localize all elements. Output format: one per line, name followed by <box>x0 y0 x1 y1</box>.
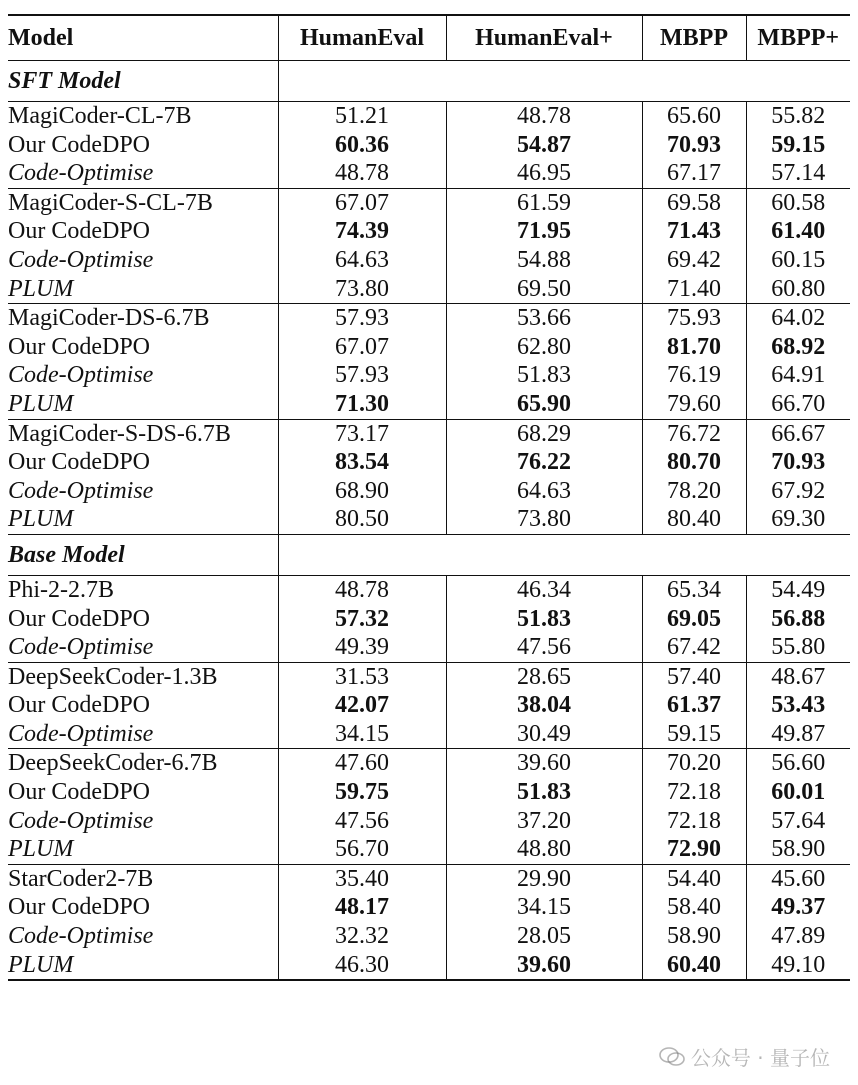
score-cell: 47.89 <box>771 923 826 950</box>
score-cell: 60.01 <box>771 779 826 806</box>
model-name-cell: DeepSeekCoder-6.7B <box>8 749 278 778</box>
score-cell: 56.88 <box>771 605 826 632</box>
score-cell: 58.90 <box>642 922 746 951</box>
score-cell: 64.02 <box>771 305 826 332</box>
col-header-humaneval: HumanEval <box>278 15 446 61</box>
model-name-cell: DeepSeekCoder-1.3B <box>8 662 278 691</box>
score-cell: 70.93 <box>642 131 746 160</box>
score-cell: 76.22 <box>446 448 642 477</box>
table-row <box>8 246 850 275</box>
score-cell: 48.67 <box>771 663 826 690</box>
model-name-cell: Our CodeDPO <box>8 448 278 477</box>
score-cell: 48.17 <box>278 893 446 922</box>
score-cell: 54.40 <box>642 864 746 893</box>
watermark <box>659 1042 830 1071</box>
model-name-cell: Code-Optimise <box>8 361 278 390</box>
score-cell: 80.40 <box>642 505 746 534</box>
score-cell: 57.93 <box>278 361 446 390</box>
score-cell: 57.93 <box>278 304 446 333</box>
score-cell: 60.15 <box>771 246 826 273</box>
model-name-cell: MagiCoder-DS-6.7B <box>8 304 278 333</box>
score-cell: 38.04 <box>446 691 642 720</box>
table-row <box>8 217 850 246</box>
model-name-cell: Phi-2-2.7B <box>8 575 278 604</box>
wechat-icon <box>659 1047 685 1067</box>
score-cell: 35.40 <box>278 864 446 893</box>
score-cell: 48.78 <box>278 159 446 188</box>
section-title: SFT Model <box>8 61 278 102</box>
score-cell: 76.72 <box>642 419 746 448</box>
table-row <box>8 333 850 362</box>
score-cell: 68.92 <box>771 333 826 360</box>
watermark-text: 公众号 · 量子位 <box>690 1046 830 1070</box>
score-cell: 80.70 <box>642 448 746 477</box>
score-cell: 72.18 <box>642 807 746 836</box>
col-header-mbpp: MBPP <box>642 15 746 61</box>
score-cell: 79.60 <box>642 390 746 419</box>
score-cell: 47.56 <box>446 633 642 662</box>
section-header-row <box>8 61 850 102</box>
model-name-cell: MagiCoder-S-DS-6.7B <box>8 419 278 448</box>
score-cell: 69.42 <box>642 246 746 275</box>
table-row <box>8 275 850 304</box>
model-name-cell: MagiCoder-CL-7B <box>8 102 278 131</box>
table-body <box>8 61 850 981</box>
table-row <box>8 835 850 864</box>
score-cell: 66.70 <box>746 390 850 419</box>
score-cell: 57.64 <box>771 807 826 834</box>
score-cell: 71.40 <box>642 275 746 304</box>
model-name-cell: PLUM <box>8 835 278 864</box>
section-header-row <box>8 534 850 575</box>
model-name-cell: Our CodeDPO <box>8 691 278 720</box>
score-cell: 48.80 <box>446 835 642 864</box>
score-cell: 49.39 <box>278 633 446 662</box>
table-row <box>8 749 850 778</box>
score-cell: 58.40 <box>642 893 746 922</box>
table-row <box>8 691 850 720</box>
score-cell: 45.60 <box>771 865 826 892</box>
score-cell: 70.93 <box>771 449 826 476</box>
score-cell: 71.95 <box>446 217 642 246</box>
model-name-cell: MagiCoder-S-CL-7B <box>8 188 278 217</box>
header-row <box>8 15 850 61</box>
score-cell: 42.07 <box>278 691 446 720</box>
score-cell: 51.83 <box>446 361 642 390</box>
score-cell: 81.70 <box>642 333 746 362</box>
table-row <box>8 102 850 131</box>
score-cell: 78.20 <box>642 477 746 506</box>
score-cell: 72.90 <box>642 835 746 864</box>
score-cell: 39.60 <box>446 951 642 981</box>
score-cell: 64.91 <box>771 362 826 389</box>
score-cell: 56.70 <box>278 835 446 864</box>
score-cell: 60.58 <box>771 189 826 216</box>
score-cell: 34.15 <box>278 720 446 749</box>
score-cell: 59.15 <box>771 131 826 158</box>
score-cell: 67.17 <box>642 159 746 188</box>
score-cell: 57.32 <box>278 605 446 634</box>
model-name-cell: PLUM <box>8 390 278 419</box>
table-row <box>8 605 850 634</box>
table-row <box>8 188 850 217</box>
model-name-cell: Code-Optimise <box>8 246 278 275</box>
score-cell: 67.42 <box>642 633 746 662</box>
score-cell: 51.83 <box>446 778 642 807</box>
model-name-cell: Code-Optimise <box>8 720 278 749</box>
table-row <box>8 419 850 448</box>
model-name-cell: Code-Optimise <box>8 633 278 662</box>
score-cell: 51.21 <box>278 102 446 131</box>
score-cell: 32.32 <box>278 922 446 951</box>
score-cell: 47.60 <box>278 749 446 778</box>
table-row <box>8 720 850 749</box>
score-cell: 73.17 <box>278 419 446 448</box>
score-cell: 75.93 <box>642 304 746 333</box>
model-name-cell: Code-Optimise <box>8 477 278 506</box>
table-row <box>8 448 850 477</box>
score-cell: 67.07 <box>278 188 446 217</box>
score-cell: 69.30 <box>746 505 850 534</box>
section-title: Base Model <box>8 534 278 575</box>
score-cell: 54.49 <box>771 576 826 603</box>
score-cell: 64.63 <box>278 246 446 275</box>
score-cell: 67.07 <box>278 333 446 362</box>
score-cell: 57.14 <box>746 159 850 188</box>
table-row <box>8 807 850 836</box>
score-cell: 67.92 <box>771 477 826 504</box>
table-row <box>8 390 850 419</box>
table-row <box>8 778 850 807</box>
score-cell: 49.10 <box>771 951 826 978</box>
score-cell: 61.40 <box>771 218 826 245</box>
model-name-cell: Our CodeDPO <box>8 778 278 807</box>
score-cell: 65.90 <box>446 390 642 419</box>
score-cell: 80.50 <box>278 505 446 534</box>
section-blank-cell <box>278 61 850 102</box>
score-cell: 73.80 <box>446 505 642 534</box>
table-row <box>8 131 850 160</box>
score-cell: 74.39 <box>278 217 446 246</box>
score-cell: 51.83 <box>446 605 642 634</box>
score-cell: 64.63 <box>446 477 642 506</box>
score-cell: 66.67 <box>771 420 826 447</box>
model-name-cell: PLUM <box>8 275 278 304</box>
score-cell: 46.30 <box>278 951 446 981</box>
section-blank-cell <box>278 534 850 575</box>
model-name-cell: Our CodeDPO <box>8 893 278 922</box>
score-cell: 71.43 <box>642 217 746 246</box>
score-cell: 61.37 <box>642 691 746 720</box>
score-cell: 69.50 <box>446 275 642 304</box>
score-cell: 48.78 <box>446 102 642 131</box>
score-cell: 49.37 <box>771 894 826 921</box>
score-cell: 65.34 <box>642 575 746 604</box>
score-cell: 68.29 <box>446 419 642 448</box>
model-name-cell: Code-Optimise <box>8 807 278 836</box>
score-cell: 55.80 <box>746 633 850 662</box>
model-name-cell: Code-Optimise <box>8 159 278 188</box>
score-cell: 76.19 <box>642 361 746 390</box>
results-table <box>8 14 850 981</box>
table-row <box>8 575 850 604</box>
table-row <box>8 361 850 390</box>
table-row <box>8 477 850 506</box>
table-row <box>8 893 850 922</box>
col-header-model: Model <box>8 15 278 61</box>
model-name-cell: Our CodeDPO <box>8 217 278 246</box>
score-cell: 62.80 <box>446 333 642 362</box>
model-name-cell: PLUM <box>8 951 278 981</box>
table-row <box>8 505 850 534</box>
table-row <box>8 159 850 188</box>
score-cell: 31.53 <box>278 662 446 691</box>
score-cell: 34.15 <box>446 893 642 922</box>
score-cell: 59.15 <box>642 720 746 749</box>
score-cell: 49.87 <box>746 720 850 749</box>
score-cell: 65.60 <box>642 102 746 131</box>
score-cell: 53.43 <box>771 692 826 719</box>
table-row <box>8 304 850 333</box>
score-cell: 39.60 <box>446 749 642 778</box>
table-row <box>8 662 850 691</box>
score-cell: 61.59 <box>446 188 642 217</box>
table-row <box>8 922 850 951</box>
model-name-cell: Our CodeDPO <box>8 333 278 362</box>
table-row <box>8 864 850 893</box>
model-name-cell: Code-Optimise <box>8 922 278 951</box>
model-name-cell: Our CodeDPO <box>8 605 278 634</box>
score-cell: 54.88 <box>446 246 642 275</box>
col-header-humaneval-plus: HumanEval+ <box>446 15 642 61</box>
score-cell: 30.49 <box>446 720 642 749</box>
score-cell: 28.05 <box>446 922 642 951</box>
model-name-cell: StarCoder2-7B <box>8 864 278 893</box>
table-row <box>8 633 850 662</box>
score-cell: 60.80 <box>746 275 850 304</box>
score-cell: 54.87 <box>446 131 642 160</box>
score-cell: 28.65 <box>446 662 642 691</box>
score-cell: 60.40 <box>642 951 746 981</box>
score-cell: 56.60 <box>771 750 826 777</box>
score-cell: 53.66 <box>446 304 642 333</box>
model-name-cell: Our CodeDPO <box>8 131 278 160</box>
score-cell: 71.30 <box>278 390 446 419</box>
score-cell: 37.20 <box>446 807 642 836</box>
score-cell: 46.95 <box>446 159 642 188</box>
score-cell: 48.78 <box>278 575 446 604</box>
score-cell: 69.58 <box>642 188 746 217</box>
table-row <box>8 951 850 981</box>
col-header-mbpp-plus: MBPP+ <box>746 15 850 61</box>
score-cell: 55.82 <box>771 103 826 129</box>
score-cell: 83.54 <box>278 448 446 477</box>
score-cell: 59.75 <box>278 778 446 807</box>
score-cell: 68.90 <box>278 477 446 506</box>
score-cell: 47.56 <box>278 807 446 836</box>
score-cell: 57.40 <box>642 662 746 691</box>
score-cell: 46.34 <box>446 575 642 604</box>
score-cell: 58.90 <box>746 835 850 864</box>
score-cell: 69.05 <box>642 605 746 634</box>
score-cell: 72.18 <box>642 778 746 807</box>
score-cell: 60.36 <box>278 131 446 160</box>
score-cell: 29.90 <box>446 864 642 893</box>
score-cell: 70.20 <box>642 749 746 778</box>
score-cell: 73.80 <box>278 275 446 304</box>
model-name-cell: PLUM <box>8 505 278 534</box>
